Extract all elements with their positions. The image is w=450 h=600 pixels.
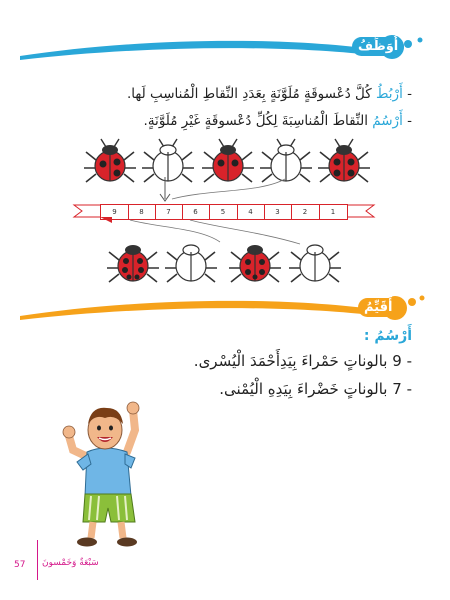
page-number: 57 xyxy=(14,560,26,570)
dash: - xyxy=(406,352,412,370)
task-green-count: 7 xyxy=(392,380,402,398)
number-cell: 4 xyxy=(237,205,265,219)
instruction-connect xyxy=(127,86,412,102)
dash: - xyxy=(406,380,412,398)
instruction-draw-verb: أَرْسُمُ xyxy=(372,113,403,129)
ladybug-colored xyxy=(229,245,281,282)
instruction-draw xyxy=(144,113,412,129)
number-cell: 3 xyxy=(264,205,292,219)
ladybug-row-bottom xyxy=(105,242,345,288)
dash: - xyxy=(407,113,412,129)
task-red-balloons xyxy=(194,352,412,370)
number-cell: 5 xyxy=(209,205,238,219)
page-number-words: سَبْعَةٌ وَخَمْسونَ xyxy=(42,558,99,568)
number-cell: 6 xyxy=(182,205,210,219)
boy-illustration xyxy=(55,400,165,550)
number-cell: 9 xyxy=(101,205,129,219)
task-green-balloons xyxy=(219,380,412,398)
section2-heading: أَقَيِّمُ xyxy=(358,298,398,317)
footer-divider xyxy=(37,540,38,580)
number-cell: 7 xyxy=(155,205,183,219)
section1-heading: أُوَظِّفُ xyxy=(352,37,404,56)
ladybug-uncolored xyxy=(165,245,217,282)
ladybug-colored xyxy=(318,139,370,182)
instruction-connect-text: كُلَّ دُعْسوقَةٍ مُلَوَّنَةٍ بِعَدَدِ النِّقاطِ الْمُناسِبِ لَها. xyxy=(126,86,372,102)
task-green-text: بالوناتٍ خَضْراءَ بِيَدِهِ الْيُمْنى. xyxy=(219,380,388,398)
number-cell: 2 xyxy=(291,205,320,219)
instruction-connect-verb: أَرْبُطُ xyxy=(375,86,403,102)
section2-subheading: أَرْسُمُ : xyxy=(363,328,412,344)
ladybug-colored xyxy=(107,245,159,282)
instruction-draw-text: النِّقاطَ الْمُناسِبَةَ لِكُلِّ دُعْسوقَةٍ غَيْرِ مُلَوَّنَةٍ. xyxy=(143,113,368,129)
dash: - xyxy=(407,86,412,102)
number-cell: 8 xyxy=(128,205,156,219)
task-red-count: 9 xyxy=(392,352,402,370)
ladybug-uncolored xyxy=(289,245,341,282)
number-cell: 1 xyxy=(330,208,336,216)
task-red-text: بالوناتٍ حَمْراءَ بِيَدِأَحْمَدَ الْيُسْرى. xyxy=(193,352,388,370)
